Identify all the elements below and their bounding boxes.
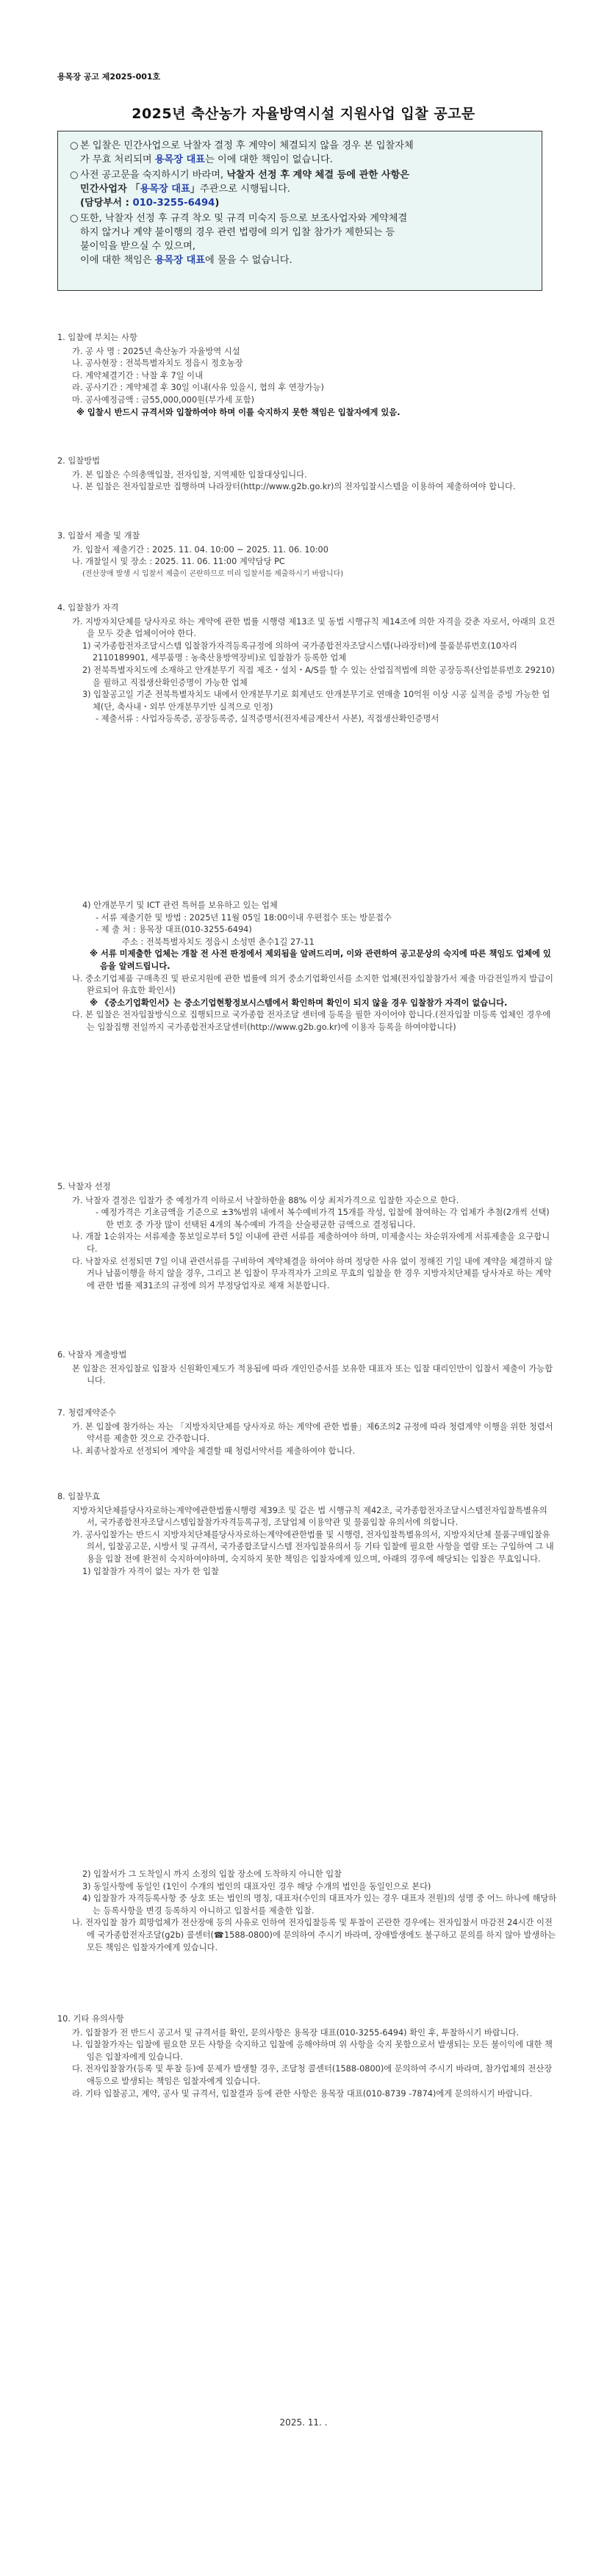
section-heading: 8. 입찰무효: [57, 1492, 101, 1501]
section-item: 가. 입찰참가 전 반드시 공고서 및 규격서를 확인, 문의사항은 용목장 대표(010-3255-6494) 확인 후, 투찰하시기 바랍니다.: [72, 2027, 520, 2038]
notice-line: [80, 253, 530, 267]
page-title: 2025년 축산농가 자율방역시설 지원사업 입찰 공고문: [132, 106, 475, 122]
section-9: [57, 1869, 557, 1954]
highlighted-text: 용목장 대표: [140, 184, 190, 195]
section-item: 가. 지방자치단체를 당사자로 하는 계약에 관한 법률 시행령 제13조 및 동법 시행규칙 제14조에 의한 자격을 갖춘 자로서, 아래의 요건을 모두 갖춘 업체이어야 한다.: [72, 616, 556, 639]
section-item: 지방자치단체를당사자로하는계약에관한법률시행령 제39조 및 같은 법 시행규칙 제42조, 국가종합전자조달시스템전자입찰특별유의서, 국가종합전자조달시스템입찰참가자격등록규정, 조달업체 이용약관 및 물품입찰 유의서에 의합니다.: [72, 1505, 547, 1528]
section-item: 라. 기타 입찰공고, 계약, 공사 및 규격서, 입찰결과 등에 관한 사항은 용목장 대표(010-8739 -7874)에게 문의하시기 바랍니다.: [72, 2088, 533, 2099]
section-heading: 2. 입찰방법: [57, 456, 101, 466]
section-item: 가. 낙찰자 결정은 입찰가 중 예정가격 이하로서 낙찰하한율 88% 이상 최저가격으로 입찰한 자순으로 한다.: [72, 1195, 459, 1205]
footer-date: 2025. 11. .: [279, 2417, 328, 2428]
notice-number: 용목장 공고 제2025-001호: [57, 72, 161, 82]
notice-text: 하지 않거나 계약 불이행의 경우 관련 법령에 의거 입찰 참가가 제한되는 등: [80, 227, 395, 238]
section-item: ※ 입찰시 반드시 규격서와 입찰하여야 하며 이를 숙지하지 못한 책임은 입찰자에게 있음.: [76, 407, 401, 417]
notice-text: 이에 대한 책임은: [80, 255, 155, 266]
section-item: 2) 입찰서가 그 도착일시 까지 소정의 입찰 장소에 도착하지 아니한 입찰: [82, 1869, 342, 1879]
notice-item: [70, 139, 530, 167]
section-item: - 제 출 처 : 용목장 대표(010-3255-6494): [96, 925, 252, 935]
notice-line: [80, 139, 530, 153]
notice-text: 가 무효 처리되며: [80, 154, 155, 165]
notice-item: [70, 212, 530, 267]
section-item: 2) 전북특별자치도에 소재하고 안개분무기 직접 제조・설치・A/S를 할 수 있는 산업집적법에 의한 공장등록(산업분류번호 29210)을 필하고 직접생산확인증명이 가능한 업체: [82, 665, 555, 688]
notice-item: [70, 168, 530, 210]
section-item: 본 입찰은 전자입찰로 입찰자 신원확인제도가 적용됨에 따라 개인인증서를 보유한 대표자 또는 입찰 대리인만이 입찰서 제출이 가능합니다.: [72, 1363, 553, 1386]
section-item: 3) 입찰공고일 기준 전북특별자치도 내에서 안개분무기로 회계년도 안개분무기로 연매출 10억원 이상 시공 실적을 증빙 가능한 업체(단, 축사내・외부 안개분무기만 실적으로 인정): [82, 690, 550, 712]
notice-text: 에 물을 수 없습니다.: [205, 255, 292, 266]
section-item: ※ 서류 미제출한 업체는 개찰 전 사전 판정에서 제외됨을 알려드리며, 이와 관련하여 공고문상의 숙지에 따른 책임도 업체에 있음을 알려드립니다.: [90, 949, 551, 971]
section-heading: 1. 입찰에 부치는 사항: [57, 333, 137, 342]
section-2: [57, 530, 557, 580]
section-item: 나. 중소기업제품 구매촉진 및 판로지원에 관한 법률에 의거 중소기업확인서를 소지한 업체(전자입찰참가서 제출 마감전일까지 발급이 완료되어 유효한 확인서): [72, 973, 553, 996]
section-item: 4) 입찰참가 자격등록사항 중 상호 또는 법인의 명칭, 대표자(수인의 대표자가 있는 경우 대표자 전원)의 성명 중 어느 하나에 해당하는 등록사항을 변경 등록하지 아니하고 입찰서를 제출한 입찰.: [82, 1894, 557, 1916]
important-notice-box: [57, 131, 542, 291]
section-5: [57, 1181, 557, 1292]
section-heading: 4. 입찰참가 자격: [57, 603, 119, 613]
section-heading: 10. 기타 유의사항: [57, 2014, 124, 2024]
highlighted-text: 용목장 대표: [154, 154, 206, 165]
section-item: 나. 입찰참가자는 입찰에 필요한 모든 사항을 숙지하고 입찰에 응해야하며 위 사항을 숙지 못함으로서 발생되는 모든 불이익에 대한 책임은 입찰자에게 있습니다.: [72, 2040, 553, 2062]
section-item: 가. 공사입찰가는 반드시 지방자치단체를당사자로하는계약에관한법률 및 시행령, 전자입찰특별유의서, 지방자치단체 물품구매입찰유의서, 입찰공고문, 시방서 및 규격서, 국가종합조달시스템 전자입찰유의서 등 기타 입찰에 필요한 사항을 열람 또는 구입하여 그 내용을 입찰 전에 완전히 숙지하여야하며, 숙지하지 못한 책임은 입찰자에게 있으며, 아래의 경우에 해당되는 입찰은 무효입니다.: [72, 1529, 554, 1564]
notice-line: [80, 226, 530, 239]
notice-line: [80, 196, 530, 210]
notice-text: ): [215, 198, 220, 209]
section-4: [57, 900, 557, 1034]
section-item: 1) 입찰참가 자격이 없는 자가 한 입찰: [82, 1566, 219, 1576]
notice-text: (담당부서 :: [80, 198, 133, 209]
notice-line: [80, 182, 530, 196]
bullet-icon: ○: [70, 170, 79, 181]
section-item: 나. 최종낙찰자로 선정되어 계약을 체결할 때 청렴서약서를 제출하여야 합니다.: [72, 1446, 356, 1456]
section-item: 나. 개찰일시 및 장소 : 2025. 11. 06. 11:00 계약담당 PC: [72, 557, 285, 567]
section-item: - 서류 제출기한 및 방법 : 2025년 11월 05일 18:00이내 우편접수 또는 방문접수: [96, 912, 392, 923]
section-1: [57, 455, 557, 494]
notice-text: 는 이에 대한 책임이 없습니다.: [205, 154, 333, 165]
section-3: [57, 602, 557, 726]
section-10: [57, 2013, 557, 2100]
section-item: 가. 입찰서 제출기간 : 2025. 11. 04. 10:00 ~ 2025. 11. 06. 10:00: [72, 544, 328, 555]
notice-text: 낙찰자 선정 후 계약 체결 등에 관한 사항은: [226, 170, 410, 181]
section-item: 다. 계약체결기간 : 낙찰 후 7일 이내: [72, 370, 203, 380]
section-item: 다. 본 입찰은 전자입찰방식으로 집행되므로 국가종합 전자조달 센터에 등록을 필한 자이어야 합니다.(전자입찰 미등록 업체인 경우에는 입찰집행 전일까지 국가종합전자조달센터(http://www.g2b.go.kr)에 이용자 등록을 하여야합니다): [72, 1010, 551, 1032]
section-item: - 제출서류 : 사업자등록증, 공장등록증, 실적증명서(전자세금계산서 사본), 직접생산확인증명서: [96, 714, 439, 724]
notice-text: 또한, 낙찰자 선정 후 규격 착오 및 규격 미숙지 등으로 보조사업자와 계약체결: [80, 213, 408, 224]
section-item: 마. 공사예정금액 : 금55,000,000원(부가세 포함): [72, 394, 255, 405]
notice-text: 민간사업자 「: [80, 184, 140, 195]
section-item: 다. 전자입찰참가(등록 및 투찰 등)에 문제가 발생할 경우, 조달청 콜센터(1588-0800)에 문의하여 주시기 바라며, 참가업체의 전산장애등으로 발생되는 책임은 입찰자에게 있습니다.: [72, 2064, 553, 2086]
section-6: [57, 1349, 557, 1388]
section-item: 가. 공 사 명 : 2025년 축산농가 자율방역 시설: [72, 346, 240, 356]
notice-line: [80, 212, 530, 226]
section-item: 3) 동일사항에 동일인 (1인이 수개의 법인의 대표자인 경우 해당 수개의 법인을 동일인으로 본다): [82, 1881, 431, 1891]
notice-text: 본 입찰은 민간사업으로 낙찰자 결정 후 계약이 체결되지 않을 경우 본 입찰자체: [80, 140, 414, 151]
section-item: 주소 : 전북특별자치도 정읍시 소성면 춘수1길 27-11: [122, 937, 315, 947]
section-heading: 6. 낙찰자 계출방법: [57, 1350, 127, 1360]
section-item: 4) 안개분무기 및 ICT 관련 특허를 보유하고 있는 업체: [82, 901, 278, 910]
section-item: 가. 본 입찰에 참가하는 자는 「지방자치단체를 당사자로 하는 계약에 관한 법률」제6조의2 규정에 따라 청렴계약 이행을 위한 청렴서약서를 제출한 것으로 간주합니다.: [72, 1421, 553, 1444]
section-8: [57, 1491, 557, 1578]
notice-text: 주관으로 시행됩니다.: [199, 184, 291, 195]
section-item: 1) 국가종합전자조달시스템 입찰참가자격등록규정에 의하여 국가종합전자조달시스템(나라장터)에 물품분류번호(10자리 2110189901, 세부품명 : 농축산용방역장비)로 입찰참가 등록한 업체: [82, 641, 517, 663]
notice-line: [80, 239, 530, 253]
section-item: 나. 공사현장 : 전북특별자치도 정읍시 정호농장: [72, 358, 243, 369]
notice-line: [80, 168, 530, 182]
section-heading: 3. 입찰서 제출 및 개찰: [57, 531, 140, 541]
notice-line: [80, 153, 530, 167]
highlighted-text: 010-3255-6494: [132, 198, 215, 209]
section-heading: 7. 청렴계약준수: [57, 1408, 116, 1418]
notice-text: 사전 공고문을 숙지하시기 바라며,: [80, 170, 227, 181]
bullet-icon: ○: [70, 213, 79, 224]
section-7: [57, 1407, 557, 1457]
section-item: 나. 전자입찰 참가 희망업체가 전산장애 등의 사유로 인하여 전자입찰등록 및 투찰이 곤란한 경우에는 전자입찰서 마감전 24시간 이전에 국가종합전자조달(g2b) 콜센터(☎1588-0800)에 문의하여 주시기 바라며, 장애발생에도 불구하고 문의를 하지 않아 발생하는 모든 책임은 입찰자가에게 있습니다.: [72, 1918, 556, 1952]
section-item: - 예정가격은 기초금액을 기준으로 ±3%범위 내에서 복수예비가격 15개를 작성, 입찰에 참여하는 각 업체가 추첨(2개씩 선택)한 번호 중 가장 많이 선택된 4개의 복수예비 가격을 산술평균한 금액으로 결정됩니다.: [96, 1208, 550, 1230]
section-item: 라. 공사기간 : 계약체결 후 30일 이내(사유 있을시, 협의 후 연장가능): [72, 383, 324, 393]
notice-text: 」: [190, 184, 200, 195]
bullet-icon: ○: [70, 140, 79, 151]
section-item: 나. 본 입찰은 전자입찰로만 집행하며 나라장터(http://www.g2b.go.kr)의 전자입찰시스템을 이용하여 제출하여야 합니다.: [72, 482, 516, 492]
highlighted-text: 용목장 대표: [154, 255, 206, 266]
notice-text: 불이익을 받으실 수 있으며,: [80, 241, 195, 252]
section-item: 가. 본 입찰은 수의총액입찰, 전자입찰, 지역제한 입찰대상입니다.: [72, 469, 307, 480]
section-heading: 5. 낙찰자 선정: [57, 1182, 111, 1191]
section-item: 나. 개찰 1순위자는 서류제출 통보일로부터 5일 이내에 관련 서류를 제출하여야 하며, 미제출시는 차순위자에게 서류제출을 요구합니다.: [72, 1232, 550, 1254]
section-item: 다. 낙찰자로 선정되면 7일 이내 관련서류를 구비하여 계약체결을 하여야 하며 정당한 사유 없이 정해진 기일 내에 계약을 체결하지 않거나 납품이행을 하지 않을 경우, 그리고 본 입찰이 무자격자가 고의로 무효의 입찰을 한 경우 지방자치단체를 당사자로 하는 계약에 관한 법률 제31조의 규정에 의거 부정당업자로 제재 처분합니다.: [72, 1256, 553, 1291]
section-0: [57, 332, 557, 419]
section-item: (전산장애 발생 시 입찰서 제출이 곤란하므로 미리 입찰서를 제출하시기 바랍니다): [82, 569, 344, 578]
section-item: ※ 《중소기업확인서》는 중소기업현황정보시스템에서 확인하며 확인이 되지 않을 경우 입찰참가 자격이 없습니다.: [90, 997, 508, 1008]
